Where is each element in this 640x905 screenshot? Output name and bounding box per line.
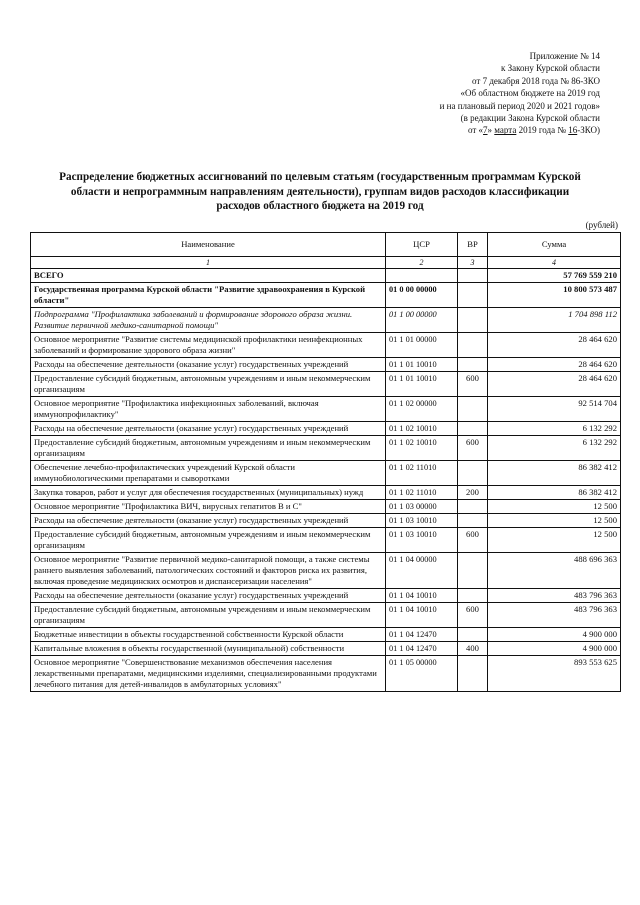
row-name: Предоставление субсидий бюджетным, автономным учреждениям и иным некоммерческим организациям: [31, 372, 386, 397]
row-sum: 4 900 000: [488, 642, 621, 656]
row-sum: 6 132 292: [488, 436, 621, 461]
row-vr: 200: [458, 486, 488, 500]
row-csr: 01 1 04 00000: [386, 553, 458, 589]
row-csr: 01 1 05 00000: [386, 656, 458, 692]
header-name: Наименование: [31, 233, 386, 257]
table-row: [31, 358, 621, 372]
row-vr: 400: [458, 642, 488, 656]
row-csr: 01 1 04 10010: [386, 589, 458, 603]
index-sum: 4: [488, 257, 621, 269]
row-sum: 483 796 363: [488, 603, 621, 628]
row-vr: [458, 553, 488, 589]
header-csr: ЦСР: [386, 233, 458, 257]
table-header-row: [31, 233, 621, 257]
title-line: Распределение бюджетных ассигнований по целевым статьям (государственным программам Курской: [59, 171, 581, 183]
table-row-subprogram: [31, 308, 621, 333]
row-vr: [458, 628, 488, 642]
row-vr: [458, 397, 488, 422]
row-sum: 12 500: [488, 514, 621, 528]
table-row: [31, 628, 621, 642]
row-sum: 4 900 000: [488, 628, 621, 642]
table-row: [31, 528, 621, 553]
row-vr: [458, 308, 488, 333]
row-vr: [458, 589, 488, 603]
row-name: Основное мероприятие "Развитие системы медицинской профилактики неинфекционных заболеваний и формирование здорового образа жизни": [31, 333, 386, 358]
row-name: Предоставление субсидий бюджетным, автономным учреждениям и иным некоммерческим организациям: [31, 528, 386, 553]
row-sum: 28 464 620: [488, 358, 621, 372]
row-csr: 01 1 03 10010: [386, 528, 458, 553]
table-row: [31, 656, 621, 692]
row-name: Закупка товаров, работ и услуг для обеспечения государственных (муниципальных) нужд: [31, 486, 386, 500]
row-csr: 01 0 00 00000: [386, 283, 458, 308]
row-csr: 01 1 02 10010: [386, 422, 458, 436]
table-row: [31, 514, 621, 528]
row-csr: 01 1 01 10010: [386, 358, 458, 372]
appendix-header: [370, 50, 600, 137]
index-csr: 2: [386, 257, 458, 269]
appendix-line: (в редакции Закона Курской области: [460, 113, 600, 124]
index-name: 1: [31, 257, 386, 269]
row-sum: 483 796 363: [488, 589, 621, 603]
row-csr: 01 1 04 10010: [386, 603, 458, 628]
row-name: Подпрограмма "Профилактика заболеваний и формирование здорового образа жизни. Развитие первичной медико-санитарной помощи": [31, 308, 386, 333]
row-name: Основное мероприятие "Профилактика ВИЧ, вирусных гепатитов В и С": [31, 500, 386, 514]
row-sum: 6 132 292: [488, 422, 621, 436]
appendix-text: от «: [467, 125, 484, 136]
row-vr: 600: [458, 372, 488, 397]
row-csr: 01 1 00 00000: [386, 308, 458, 333]
row-name: Предоставление субсидий бюджетным, автономным учреждениям и иным некоммерческим организациям: [31, 603, 386, 628]
appendix-text: -ЗКО): [577, 125, 600, 136]
title-line: области и непрограммным направлениям деятельности), группам видов расходов классификации: [70, 185, 570, 198]
units-label: (рублей): [585, 220, 618, 230]
table-row-program: [31, 283, 621, 308]
row-name: Капитальные вложения в объекты государственной (муниципальной) собственности: [31, 642, 386, 656]
table-index-row: [31, 257, 621, 269]
table-row: [31, 397, 621, 422]
row-sum: 12 500: [488, 528, 621, 553]
row-name: Расходы на обеспечение деятельности (оказание услуг) государственных учреждений: [31, 589, 386, 603]
appendix-text: »: [487, 125, 495, 136]
row-name: Основное мероприятие "Профилактика инфекционных заболеваний, включая иммунопрофилактику": [31, 397, 386, 422]
appendix-line: к Закону Курской области: [501, 63, 600, 74]
appendix-text: 2019 года №: [516, 125, 569, 136]
row-sum: 1 704 898 112: [488, 308, 621, 333]
table-row: [31, 603, 621, 628]
header-sum: Сумма: [488, 233, 621, 257]
row-vr: [458, 461, 488, 486]
row-sum: 28 464 620: [488, 372, 621, 397]
row-vr: [458, 333, 488, 358]
appendix-date-line: [370, 124, 600, 136]
row-vr: [458, 656, 488, 692]
row-sum: 86 382 412: [488, 461, 621, 486]
row-csr: 01 1 04 12470: [386, 642, 458, 656]
document-title: [30, 170, 610, 214]
row-vr: [458, 500, 488, 514]
row-sum: 488 696 363: [488, 553, 621, 589]
appendix-line: от 7 декабря 2018 года № 86-ЗКО: [472, 75, 600, 86]
row-csr: 01 1 04 12470: [386, 628, 458, 642]
row-csr: 01 1 02 11010: [386, 461, 458, 486]
table-row: [31, 333, 621, 358]
row-sum: 57 769 559 210: [488, 269, 621, 283]
row-name: Основное мероприятие "Развитие первичной медико-санитарной помощи, а также системы раннего выявления заболеваний, патологических состояний и факторов риска их развития, включая проведение медицинских осмотров и диспансеризации населения": [31, 553, 386, 589]
row-sum: 893 553 625: [488, 656, 621, 692]
row-sum: 92 514 704: [488, 397, 621, 422]
index-vr: 3: [458, 257, 488, 269]
row-sum: 10 800 573 487: [488, 283, 621, 308]
row-vr: 600: [458, 436, 488, 461]
row-name: ВСЕГО: [31, 269, 386, 283]
table-row: [31, 436, 621, 461]
row-csr: 01 1 03 10010: [386, 514, 458, 528]
table-row: [31, 486, 621, 500]
row-sum: 86 382 412: [488, 486, 621, 500]
row-vr: [458, 422, 488, 436]
table-row: [31, 422, 621, 436]
row-name: Расходы на обеспечение деятельности (оказание услуг) государственных учреждений: [31, 358, 386, 372]
appendix-line: Приложение № 14: [529, 51, 600, 61]
table-row: [31, 461, 621, 486]
row-name: Обеспечение лечебно-профилактических учреждений Курской области иммунобиологическими препаратами и сыворотками: [31, 461, 386, 486]
table-row: [31, 589, 621, 603]
row-sum: 28 464 620: [488, 333, 621, 358]
row-csr: 01 1 02 00000: [386, 397, 458, 422]
appendix-law-number: 16: [568, 125, 578, 136]
row-name: Предоставление субсидий бюджетным, автономным учреждениям и иным некоммерческим организациям: [31, 436, 386, 461]
appendix-day: 7: [483, 125, 488, 136]
table-row-total: [31, 269, 621, 283]
table-row: [31, 500, 621, 514]
row-csr: [386, 269, 458, 283]
row-csr: 01 1 03 00000: [386, 500, 458, 514]
row-name: Государственная программа Курской области "Развитие здравоохранения в Курской области": [31, 283, 386, 308]
row-csr: 01 1 01 10010: [386, 372, 458, 397]
row-csr: 01 1 02 11010: [386, 486, 458, 500]
row-vr: 600: [458, 603, 488, 628]
appendix-line: «Об областном бюджете на 2019 год: [460, 88, 600, 99]
appendix-month: марта: [494, 125, 517, 136]
row-name: Основное мероприятие "Совершенствование механизмов обеспечения населения лекарственными препаратами, медицинскими изделиями, специализированными продуктами лечебного питания для детей-инвалидов в амбулаторных условиях": [31, 656, 386, 692]
row-vr: [458, 514, 488, 528]
row-vr: [458, 269, 488, 283]
row-vr: [458, 358, 488, 372]
row-sum: 12 500: [488, 500, 621, 514]
row-csr: 01 1 02 10010: [386, 436, 458, 461]
table-row: [31, 372, 621, 397]
row-name: Расходы на обеспечение деятельности (оказание услуг) государственных учреждений: [31, 422, 386, 436]
budget-table: [30, 232, 621, 692]
table-row: [31, 642, 621, 656]
row-vr: 600: [458, 528, 488, 553]
table-row: [31, 553, 621, 589]
title-line: расходов областного бюджета на 2019 год: [216, 200, 424, 212]
row-csr: 01 1 01 00000: [386, 333, 458, 358]
row-name: Бюджетные инвестиции в объекты государственной собственности Курской области: [31, 628, 386, 642]
row-name: Расходы на обеспечение деятельности (оказание услуг) государственных учреждений: [31, 514, 386, 528]
row-vr: [458, 283, 488, 308]
appendix-line: и на плановый период 2020 и 2021 годов»: [439, 100, 600, 111]
header-vr: ВР: [458, 233, 488, 257]
